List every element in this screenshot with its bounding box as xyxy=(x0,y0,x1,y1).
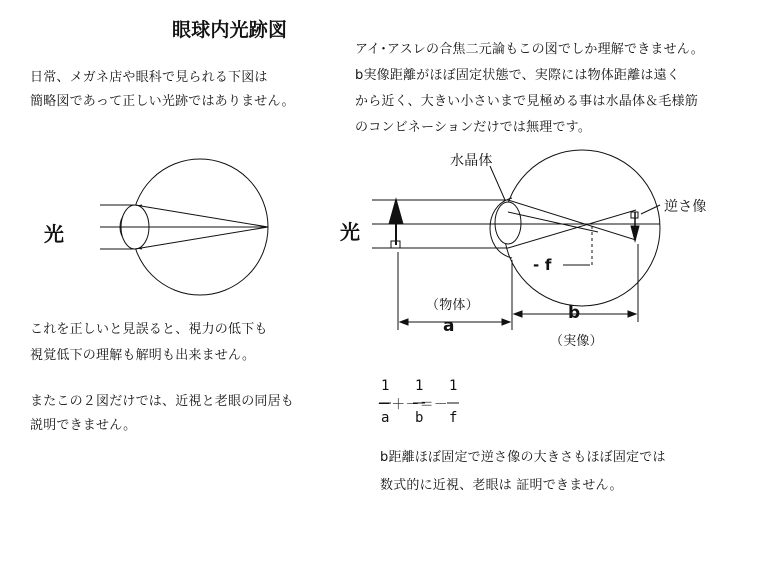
right-intro-line-1: アイ･アスレの合焦二元論もこの図でしか理解できません。 xyxy=(355,42,704,57)
conclusion-line-1: b距離ほぼ固定で逆さ像の大きさもほぼ固定では xyxy=(380,450,666,465)
formula-numerator-3: 1 xyxy=(449,378,458,394)
distance-b-label: b xyxy=(568,303,581,323)
inverted-image-pointer xyxy=(641,205,660,214)
distance-a-label: a xyxy=(443,316,455,336)
lens-label: 水晶体 xyxy=(450,153,493,169)
right-lens xyxy=(495,202,521,244)
right-intro-line-4: のコンビネーションだけでは無理です。 xyxy=(355,120,592,135)
left-intro-line-2: 簡略図であって正しい光跡ではありません。 xyxy=(30,94,295,109)
formula-operators: －＋－＝－ xyxy=(377,397,448,413)
left-para3-line-2: 説明できません。 xyxy=(30,418,137,433)
formula-denominator-f: f xyxy=(449,410,458,426)
b-arrow-right xyxy=(628,311,636,317)
left-ray-bottom-converge xyxy=(135,227,268,249)
conclusion-line-2: 数式的に近視、老眼は 証明できません。 xyxy=(380,478,623,493)
focal-length-label: - f xyxy=(533,256,552,274)
right-light-label: 光 xyxy=(340,220,361,244)
left-para3-line-1: またこの２図だけでは、近視と老眼の同居も xyxy=(30,394,295,409)
ray-bottom-converge xyxy=(508,210,636,248)
formula-denominator-b: b xyxy=(415,410,424,426)
ray-top-converge xyxy=(508,200,636,240)
right-intro-line-2: b実像距離がほぼ固定状態で、実際には物体距離は遠く xyxy=(355,68,680,83)
inverted-image-label: 逆さ像 xyxy=(664,199,707,215)
page-title: 眼球内光跡図 xyxy=(172,19,288,41)
formula-denominator-a: a xyxy=(381,410,390,426)
left-para2-line-1: これを正しいと見誤ると、視力の低下も xyxy=(30,322,268,337)
left-light-label: 光 xyxy=(44,222,65,246)
left-eye-diagram xyxy=(100,159,268,295)
object-arrow-head xyxy=(389,199,403,224)
lens-pointer xyxy=(490,166,505,200)
real-image-label: （実像） xyxy=(550,334,603,349)
right-intro-line-3: から近く、大きい小さいまで見極める事は水晶体＆毛様筋 xyxy=(355,94,698,109)
formula-numerator-1: 1 xyxy=(381,378,390,394)
right-eye-diagram xyxy=(372,150,660,330)
left-ray-top-converge xyxy=(135,205,268,227)
ray-mid-converge xyxy=(508,212,598,232)
left-para2-line-2: 視覚低下の理解も解明も出来ません。 xyxy=(30,348,256,363)
a-arrow-left xyxy=(400,319,408,325)
object-label: （物体） xyxy=(426,298,479,313)
a-arrow-right xyxy=(502,319,510,325)
b-arrow-left xyxy=(514,311,522,317)
formula-numerator-2: 1 xyxy=(415,378,424,394)
left-intro-line-1: 日常、メガネ店や眼科で見られる下図は xyxy=(30,70,268,85)
